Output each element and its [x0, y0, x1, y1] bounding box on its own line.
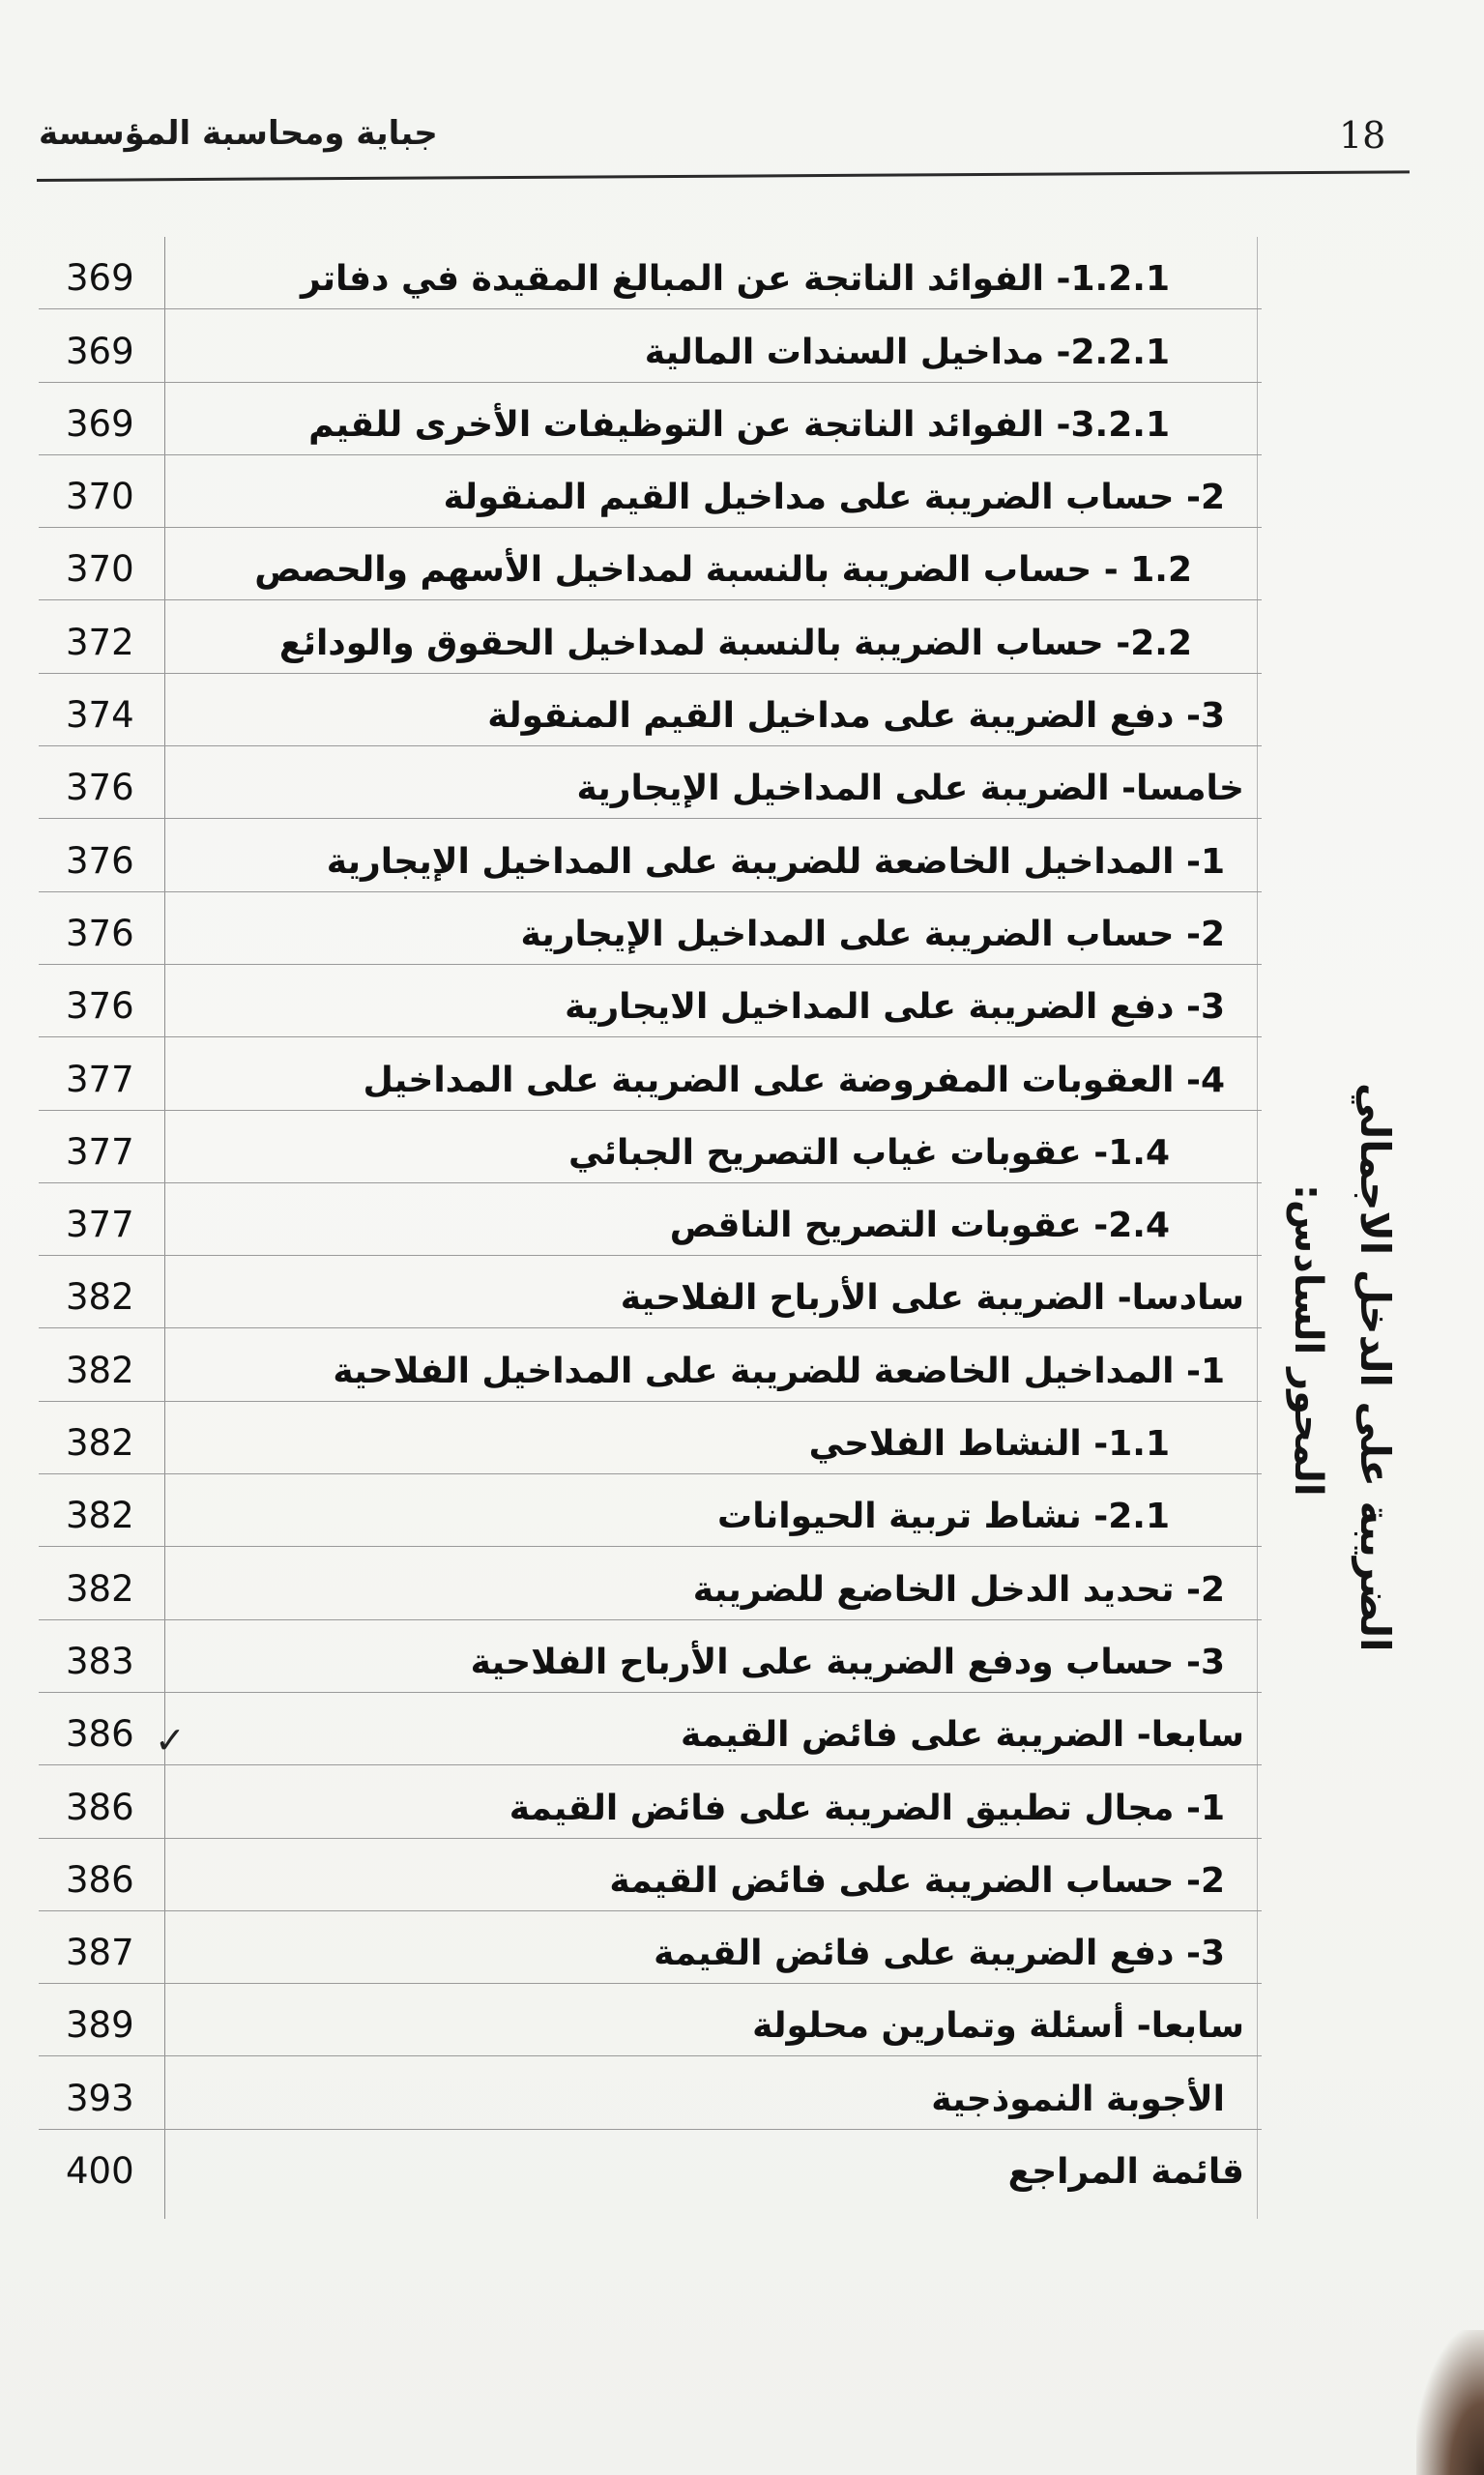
toc-row: [39, 1183, 1262, 1256]
toc-row: [39, 1474, 1262, 1547]
toc-entry-title: 4- العقوبات المفروضة على الضريبة على المداخيل: [363, 1060, 1225, 1100]
toc-page-number: 376: [66, 912, 134, 954]
toc-row: [39, 1839, 1262, 1911]
toc-entry-title: الأجوبة النموذجية: [931, 2079, 1225, 2119]
toc-page-number: 386: [66, 1858, 134, 1901]
toc-row: [39, 2130, 1262, 2201]
toc-row: [39, 1256, 1262, 1328]
toc-page-number: 382: [66, 1276, 134, 1319]
toc-row: [39, 455, 1262, 528]
toc-entry-title: 3- دفع الضريبة على المداخيل الايجارية: [565, 987, 1225, 1028]
toc-page-number: 389: [66, 2004, 134, 2047]
toc-row: [39, 1402, 1262, 1474]
side-label-line-1: المحور السادس:: [1286, 1184, 1330, 1497]
toc-page-number: 382: [66, 1567, 134, 1610]
toc-row: [39, 1111, 1262, 1183]
toc-row: [39, 237, 1262, 309]
toc-page-number: 370: [66, 548, 134, 591]
toc-entry-title: 2.2- حساب الضريبة بالنسبة لمداخيل الحقوق والودائع: [278, 623, 1192, 663]
toc-entry-title: 2- حساب الضريبة على مداخيل القيم المنقولة: [443, 478, 1225, 518]
toc-page-number: 376: [66, 985, 134, 1028]
toc-row: [39, 746, 1262, 819]
toc-entry-title: 2.2.1- مداخيل السندات المالية: [644, 332, 1170, 372]
toc-page-number: 376: [66, 839, 134, 882]
toc-page-number: 377: [66, 1058, 134, 1100]
toc-row: [39, 1547, 1262, 1619]
toc-row: [39, 1037, 1262, 1110]
toc-row: [39, 892, 1262, 965]
toc-page-number: 386: [66, 1786, 134, 1828]
toc-page-number: 400: [66, 2150, 134, 2193]
toc-entry-title: 3.2.1- الفوائد الناتجة عن التوظيفات الأخرى للقيم: [308, 404, 1170, 445]
table-of-contents: [39, 237, 1262, 2201]
toc-row: [39, 309, 1262, 382]
toc-page-number: 377: [66, 1204, 134, 1246]
toc-row: [39, 965, 1262, 1037]
toc-row: [39, 1328, 1262, 1401]
handwritten-pen-mark: ✓: [155, 1719, 186, 1762]
toc-entry-title: قائمة المراجع: [1007, 2152, 1244, 2193]
toc-page-number: 376: [66, 767, 134, 809]
thumb-shadow: [1416, 2330, 1484, 2475]
toc-page-number: 386: [66, 1713, 134, 1756]
toc-row: [39, 383, 1262, 455]
toc-page-number: 387: [66, 1932, 134, 1974]
toc-page-number: 370: [66, 476, 134, 518]
toc-page-number: 372: [66, 621, 134, 663]
toc-page-number: 383: [66, 1640, 134, 1682]
toc-row: [39, 819, 1262, 891]
toc-row: [39, 1693, 1262, 1765]
toc-row: [39, 1984, 1262, 2056]
toc-row: [39, 674, 1262, 746]
toc-entry-title: 1.2 - حساب الضريبة بالنسبة لمداخيل الأسهم والحصص: [254, 550, 1192, 591]
toc-entry-title: 1.4- عقوبات غياب التصريح الجبائي: [568, 1132, 1170, 1173]
toc-entry-title: 1- مجال تطبيق الضريبة على فائض القيمة: [509, 1788, 1225, 1828]
toc-row: [39, 1620, 1262, 1693]
toc-page-number: 382: [66, 1422, 134, 1465]
toc-page-number: 369: [66, 402, 134, 445]
toc-page-number: 382: [66, 1349, 134, 1391]
toc-entry-title: 1- المداخيل الخاضعة للضريبة على المداخيل الفلاحية: [333, 1351, 1225, 1391]
toc-entry-title: 2.4- عقوبات التصريح الناقص: [669, 1206, 1170, 1246]
toc-entry-title: سابعا- الضريبة على فائض القيمة: [681, 1715, 1244, 1756]
toc-entry-title: 1.2.1- الفوائد الناتجة عن المبالغ المقيدة في دفاتر: [301, 259, 1170, 300]
toc-entry-title: 2- حساب الضريبة على المداخيل الإيجارية: [520, 914, 1225, 954]
toc-row: [39, 1765, 1262, 1838]
toc-entry-title: 1.1- النشاط الفلاحي: [808, 1424, 1170, 1465]
toc-page-number: 369: [66, 330, 134, 372]
page-number: 18: [1339, 114, 1386, 157]
toc-page-number: 374: [66, 694, 134, 737]
toc-entry-title: 3- دفع الضريبة على مداخيل القيم المنقولة: [487, 696, 1225, 737]
toc-entry-title: 3- دفع الضريبة على فائض القيمة: [654, 1934, 1225, 1974]
toc-entry-title: خامسا- الضريبة على المداخيل الإيجارية: [576, 769, 1244, 809]
toc-entry-title: 1- المداخيل الخاضعة للضريبة على المداخيل الإيجارية: [326, 841, 1225, 882]
toc-row: [39, 1911, 1262, 1984]
toc-entry-title: 3- حساب ودفع الضريبة على الأرباح الفلاحية: [470, 1642, 1225, 1682]
toc-row: [39, 2056, 1262, 2129]
header-rule: [37, 170, 1410, 182]
toc-entry-title: 2- حساب الضريبة على فائض القيمة: [609, 1860, 1225, 1901]
toc-page-number: 382: [66, 1495, 134, 1537]
toc-page-number: 393: [66, 2077, 134, 2119]
side-label-line-2: الضريبة على الدخل الاجمالي: [1352, 1083, 1399, 1652]
section-side-label: [1276, 1025, 1431, 1702]
toc-entry-title: 2.1- نشاط تربية الحيوانات: [717, 1497, 1170, 1537]
running-title: جباية ومحاسبة المؤسسة: [39, 114, 438, 153]
toc-row: [39, 600, 1262, 673]
toc-page-number: 369: [66, 257, 134, 300]
toc-page-number: 377: [66, 1130, 134, 1173]
toc-entry-title: 2- تحديد الدخل الخاضع للضريبة: [692, 1569, 1225, 1610]
toc-entry-title: سادسا- الضريبة على الأرباح الفلاحية: [620, 1278, 1244, 1319]
toc-row: [39, 528, 1262, 600]
toc-entry-title: سابعا- أسئلة وتمارين محلولة: [752, 2006, 1244, 2047]
